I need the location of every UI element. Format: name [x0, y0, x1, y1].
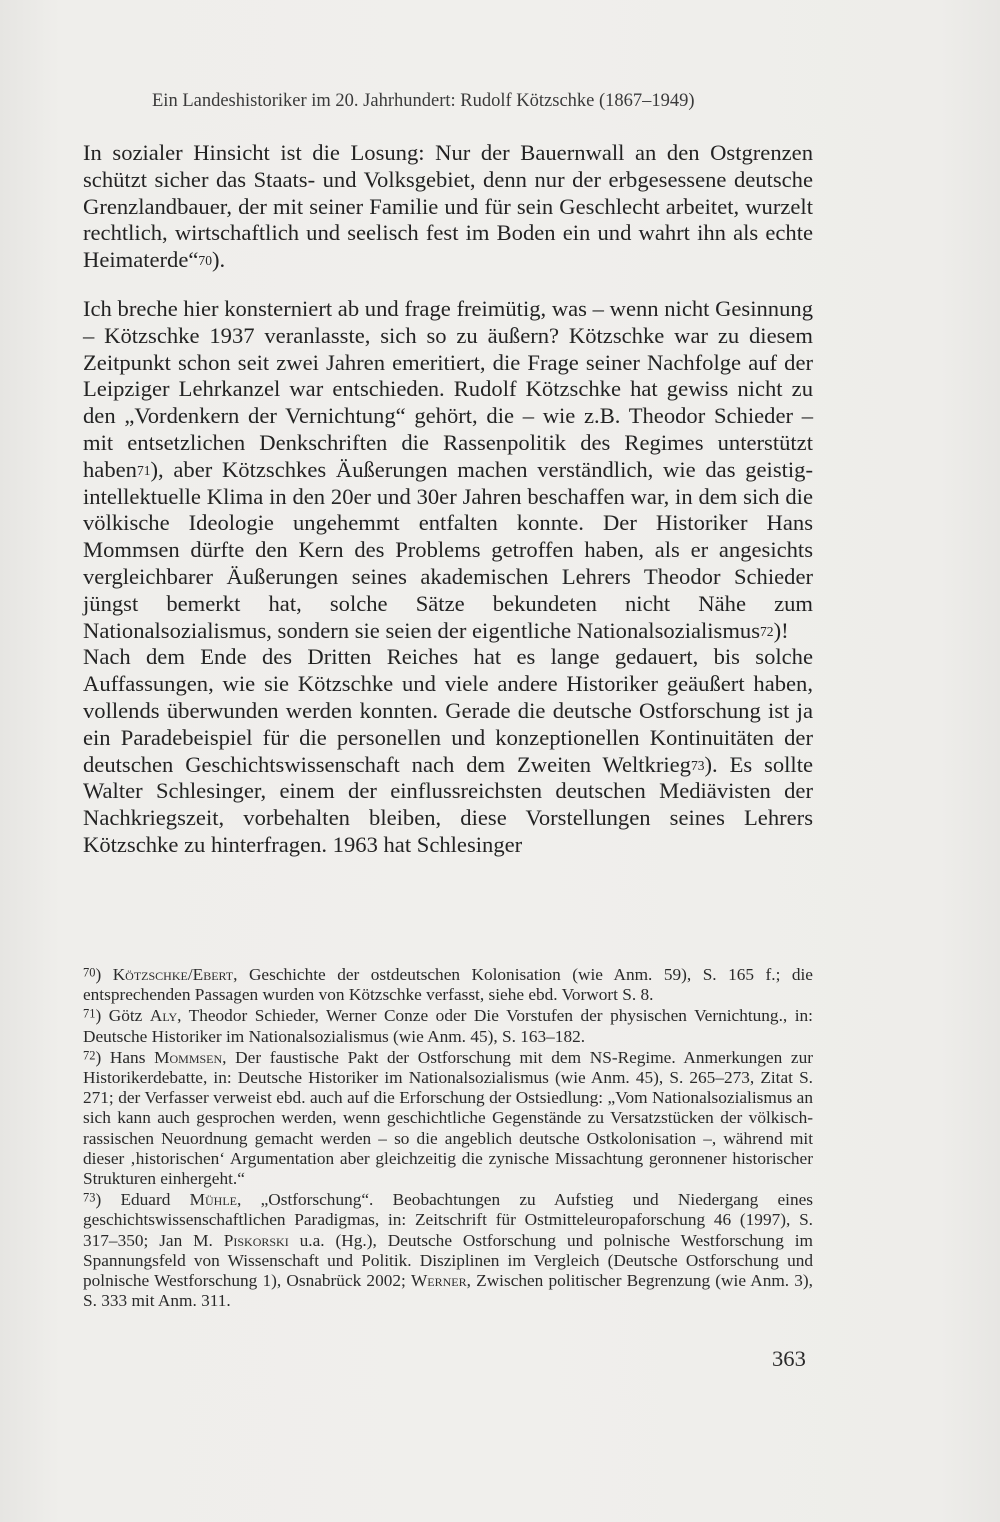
paragraph-text: ).: [211, 247, 226, 273]
footnote-mark: ): [95, 1047, 102, 1067]
paragraph-quote-end: [83, 140, 813, 274]
footnote-author: Werner: [410, 1271, 467, 1291]
footnote-author: Mommsen: [154, 1047, 223, 1067]
footnote-mark: ): [95, 1190, 102, 1210]
footnote-text: , „Ostforschung“. Beobachtungen zu Aufstieg und Niedergang eines geschichtswissenschaftlichen Paradigmas, in: Zeitschrift für Ostmitteleuropaforschung 46 (1997), S. 317–350; Jan M.: [83, 1190, 813, 1250]
footnote-reference: 70: [198, 253, 212, 269]
running-header: Ein Landeshistoriker im 20. Jahrhundert: Rudolf Kötzschke (1867–1949): [152, 91, 695, 111]
main-text: [83, 140, 813, 859]
footnote-text: Hans: [109, 1047, 155, 1067]
footnote-text: Götz: [108, 1006, 150, 1026]
paragraph-text: ). Es sollte Walter Schlesinger, einem der einflussreichsten deutschen Mediävisten der Nachkriegszeit, vorbehalten bleiben, diese Vorstellungen seines Lehrers Kötzschke zu hinterfragen. 1963 hat Schlesinger: [83, 751, 813, 857]
footnote-author: Aly: [149, 1006, 178, 1026]
footnote-text: , Zwischen politischer Begrenzung (wie Anm. 3), S. 333 mit Anm. 311.: [83, 1271, 813, 1311]
paragraph-text: Ich breche hier konsterniert ab und frage freimütig, was – wenn nicht Gesinnung – Kötzschke 1937 veranlasste, sich so zu äußern? Kötzschke war zu diesem Zeitpunkt schon seit zwei Jahren emeritiert, die Frage seiner Nachfolge auf der Leipziger Lehrkanzel war entschieden. Rudolf Kötzschke hat gewiss nicht zu den „Vordenkern der Vernichtung“ gehört, die – wie z.B. Theodor Schieder – mit entsetzlichen Denkschriften die Rassenpolitik des Regimes unterstützt haben: [83, 295, 813, 482]
footnote-number: 71: [83, 1006, 96, 1021]
page-number: 363: [772, 1346, 806, 1371]
footnote-number: 73: [83, 1190, 96, 1205]
footnote-reference: 73: [690, 757, 705, 773]
footnote-mark: ): [95, 1006, 102, 1026]
footnote-text: Eduard: [120, 1190, 190, 1210]
paragraph-nach-dem-ende: [83, 644, 813, 858]
footnote-72: [83, 1048, 813, 1189]
footnote-text: , Geschichte der ostdeutschen Kolonisation (wie Anm. 59), S. 165 f.; die entsprechenden Passagen wurden von Kötzschke verfasst, siehe ebd. Vorwort S. 8.: [83, 965, 813, 1005]
footnote-70: [83, 965, 813, 1005]
footnote-text: , Theodor Schieder, Werner Conze oder Die Vorstufen der physischen Vernichtung., in: Deutsche Historiker im Nationalsozialismus (wie Anm. 45), S. 163–182.: [83, 1006, 813, 1046]
footnote-text: u.a. (Hg.), Deutsche Ostforschung und polnische Westforschung im Spannungsfeld von Wissenschaft und Politik. Disziplinen im Vergleich (Deutsche Ostforschung und polnische Westforschung 1), Osnabrück 2002;: [83, 1230, 814, 1291]
footnote-number: 72: [83, 1048, 96, 1063]
paragraph-text: In sozialer Hinsicht ist die Losung: Nur der Bauernwall an den Ostgrenzen schützt sicher das Staats- und Volksgebiet, denn nur der erbgesessene deutsche Grenzlandbauer, der mit seiner Familie und für sein Geschlecht arbeitet, wurzelt rechtlich, wirtschaftlich und seelisch fest im Boden ein und wahrt ihn als echte Heimaterde“: [83, 140, 813, 273]
paragraph-ich-breche: [83, 296, 813, 644]
footnote-author: Piskorski: [223, 1230, 289, 1250]
footnote-73: [83, 1190, 813, 1311]
footnote-mark: ): [95, 965, 102, 984]
footnote-author: Kötzschke/Ebert: [112, 965, 234, 984]
footnote-71: [83, 1006, 813, 1046]
footnote-text: , Der faustische Pakt der Ostforschung mit dem NS-Regime. Anmerkungen zur Historikerdebatte, in: Deutsche Historiker im Nationalsozialismus (wie Anm. 45), S. 265–273, Zitat S. 271; der Verfasser verweist ebd. auch auf die Erforschung der Ostsiedlung: „Vom Nationalsozialismus an sich kann auch gesprochen werden, wenn geschichtliche Gegenstände zu Versatzstücken der völkisch-rassischen Neuordnung gemacht werden – so die angeblich deutsche Ostkolonisation –, während mit dieser ‚historischen‘ Argumentation aber gleichzeitig die zynische Missachtung geronnener historischer Strukturen einhergeht.“: [83, 1047, 814, 1189]
footnotes: [83, 965, 813, 1312]
footnote-number: 70: [83, 965, 96, 980]
footnote-reference: 71: [136, 462, 151, 478]
paragraph-text: ), aber Kötzschkes Äußerungen machen verständlich, wie das geistig-intellektuelle Klima in den 20er und 30er Jahren beschaffen war, in dem sich die völkische Ideologie ungehemmt entfalten konnte. Der Historiker Hans Mommsen dürfte den Kern des Problems getroffen haben, als er angesichts vergleichbarer Äußerungen seines akademischen Lehrers Theodor Schieder jüngst bemerkt hat, solche Sätze bekundeten nicht Nähe zum Nationalsozialismus, sondern sie seien der eigentliche Nationalsozialismus: [83, 456, 813, 643]
footnote-author: Mühle: [189, 1190, 237, 1210]
paragraph-text: Nach dem Ende des Dritten Reiches hat es lange gedauert, bis solche Auffassungen, wie sie Kötzschke und viele andere Historiker geäußert haben, vollends überwunden werden konnten. Gerade die deutsche Ostforschung ist ja ein Paradebeispiel für die personellen und konzeptionellen Kontinuitäten der deutschen Geschichtswissenschaft nach dem Zweiten Weltkrieg: [83, 644, 813, 777]
footnote-reference: 72: [760, 623, 774, 639]
paragraph-text: )!: [773, 617, 789, 643]
